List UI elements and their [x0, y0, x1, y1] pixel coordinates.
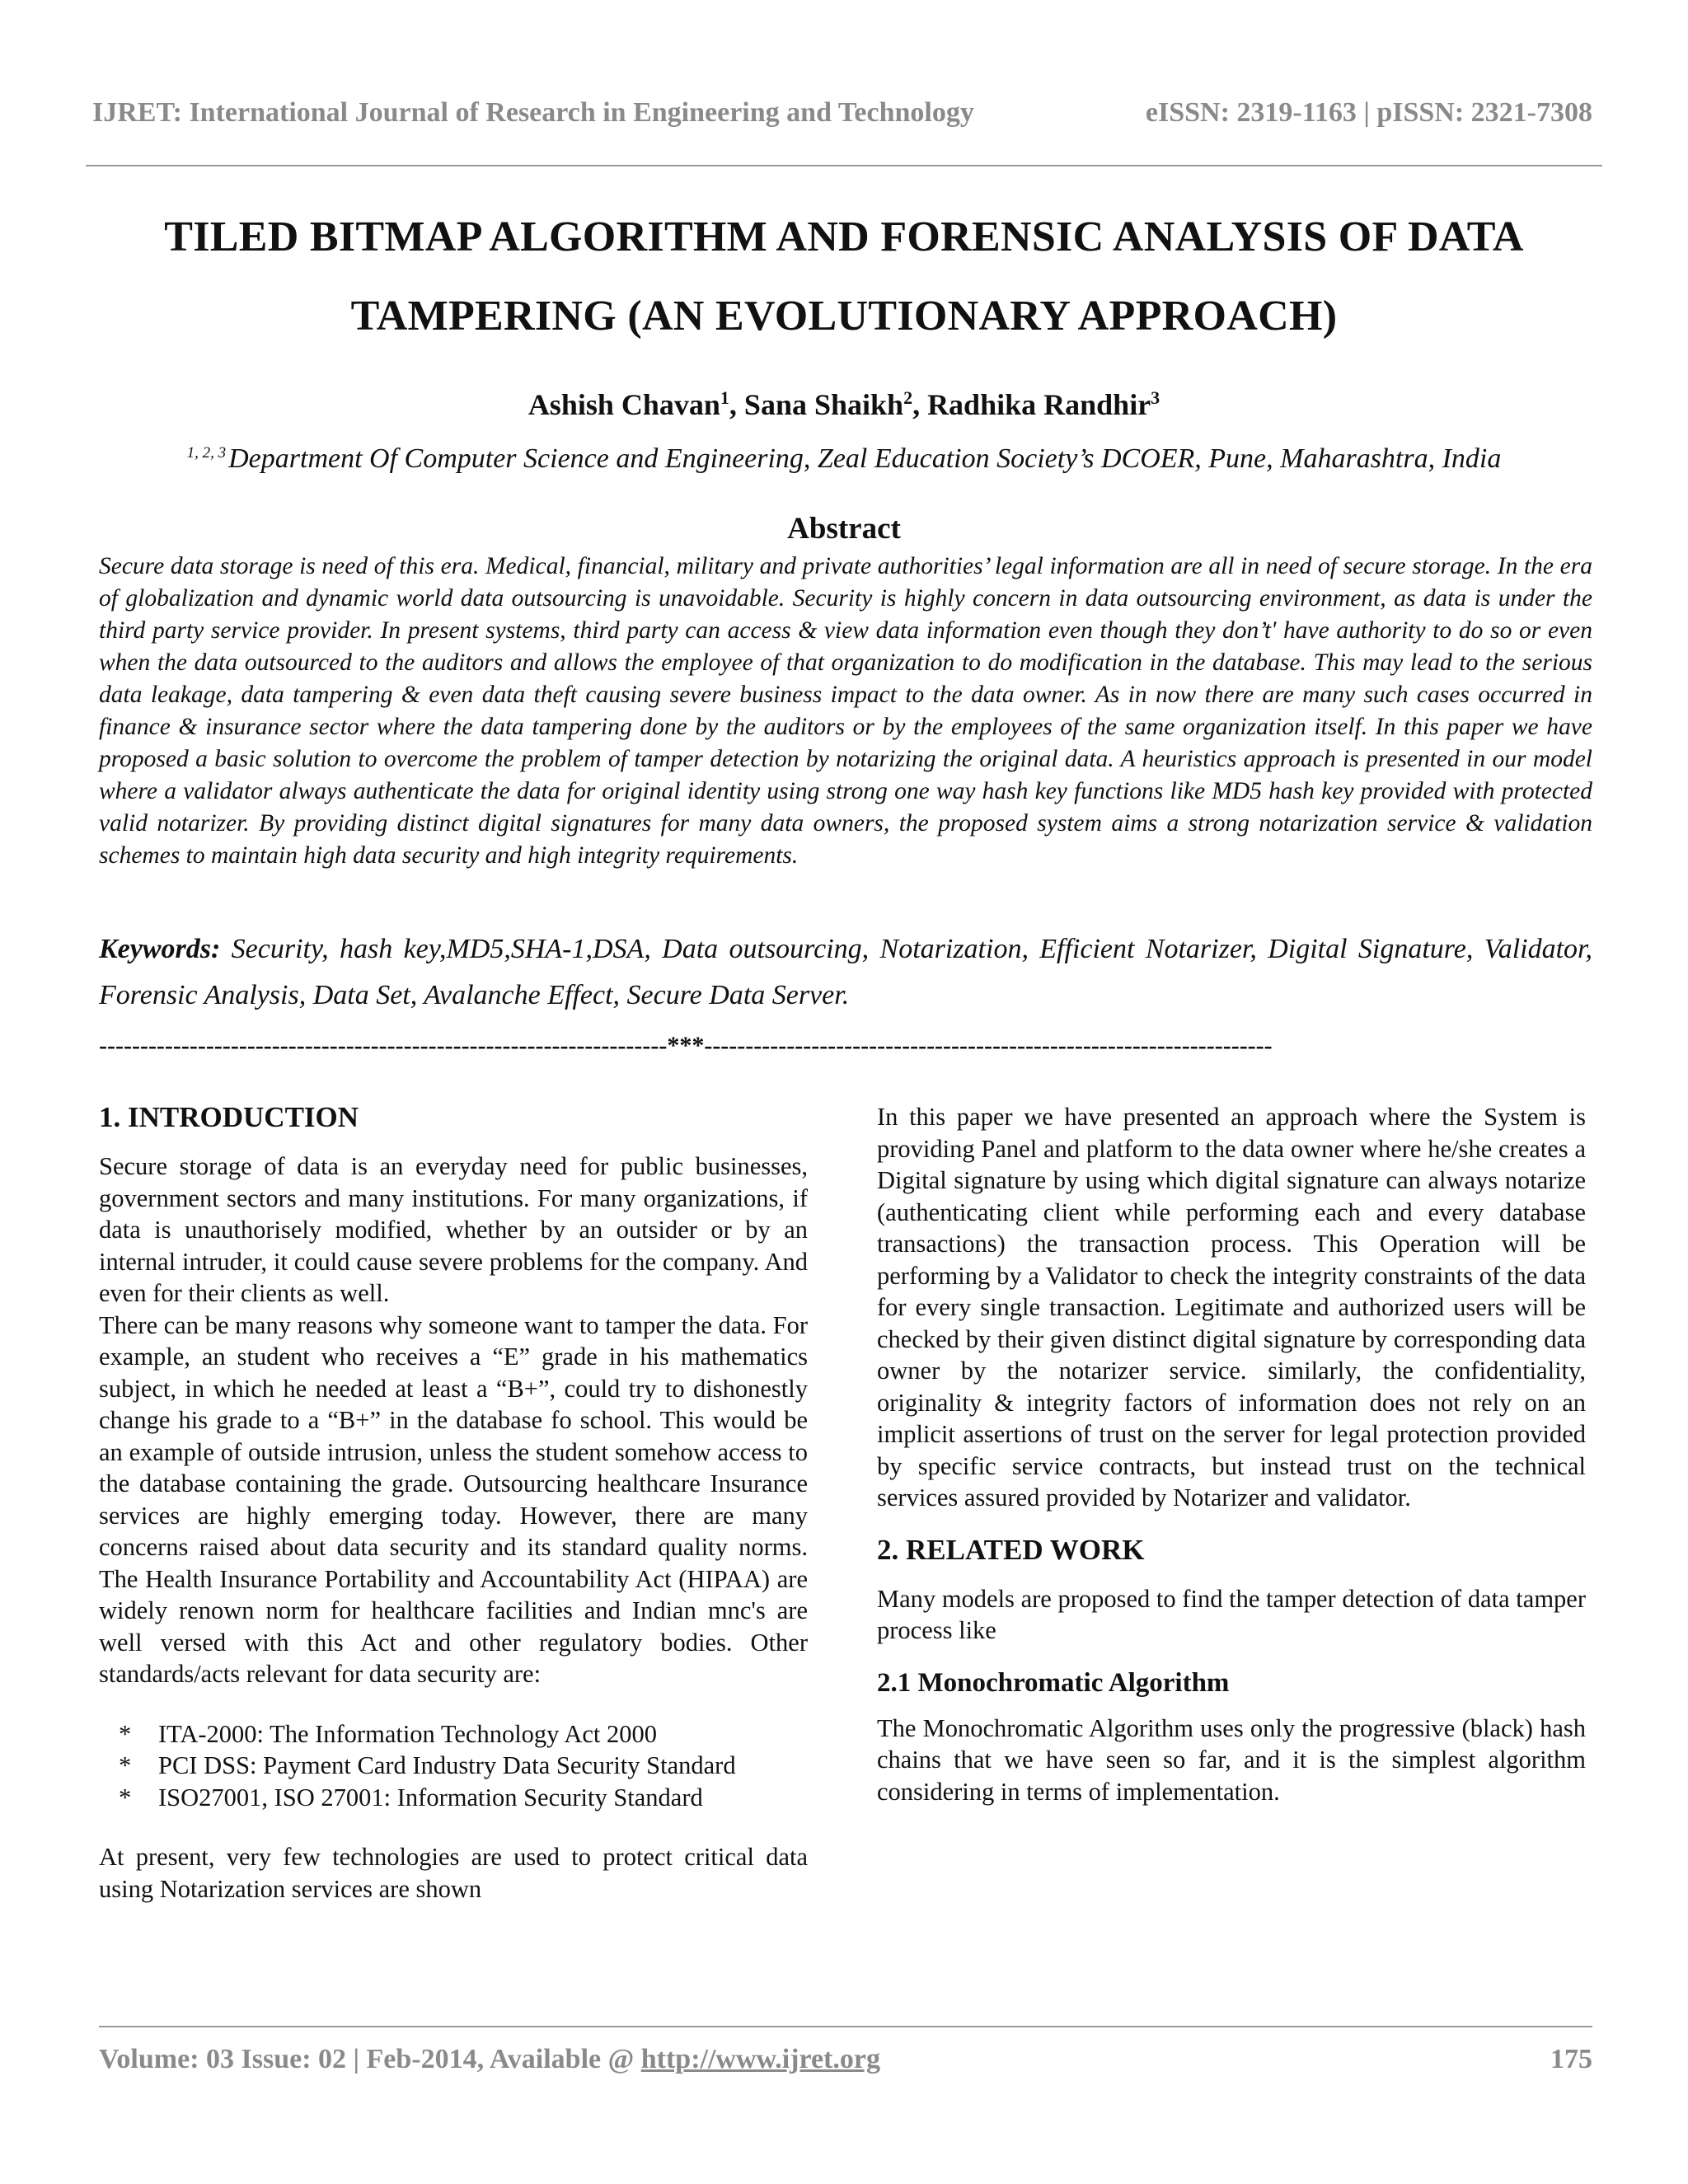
title-line-2: TAMPERING (AN EVOLUTIONARY APPROACH): [350, 293, 1338, 340]
journal-link[interactable]: http://www.ijret.org: [640, 2044, 880, 2074]
author-affil-mark: 3: [1151, 387, 1160, 408]
bullet-mark: *: [119, 1783, 132, 1811]
keywords-text: Security, hash key,MD5,SHA-1,DSA, Data outsourcing, Notarization, Efficient Notarizer, Digital Signature, Validator, Forensic Analysis, Data Set, Avalanche Effect, Secure Data Server.: [99, 934, 1592, 1010]
list-item-text: ISO27001, ISO 27001: Information Security Standard: [158, 1783, 703, 1811]
abstract-text: Secure data storage is need of this era. Medical, financial, military and private authorities’ legal information are all in need of secure storage. In the era of globalization and dynamic world data outsourcing is unavoidable. Security is highly concern in data outsourcing environment, as data is under the third party service provider. In present systems, third party can access & view data information even though they don’t' have authority to do so or even when the data outsourced to the auditors and allows the employee of that organization to do modification in the database. This may lead to the serious data leakage, data tampering & even data theft causing severe business impact to the data owner. As in now there are many such cases occurred in finance & insurance sector where the data tampering done by the auditors or by the employees of the same organization itself. In this paper we have proposed a basic solution to overcome the problem of tamper detection by notarizing the original data. A heuristics approach is presented in our model where a validator always authenticate the data for original identity using strong one way hash key functions like MD5 hash key provided with protected valid notarizer. By providing distinct digital signatures for many data owners, the proposed system aims a strong notarization service & validation schemes to maintain high data security and high integrity requirements.: [99, 553, 1592, 869]
author-name: Radhika Randhir: [927, 388, 1151, 421]
page-number: 175: [1550, 2044, 1592, 2074]
left-column: [99, 1101, 808, 1905]
author-affil-mark: 2: [903, 387, 913, 408]
paper-title: [82, 198, 1606, 356]
section-separator: ---------------------------------------------------------------------***---------------------------------------------------------------------: [99, 1033, 1273, 1058]
affiliation: [0, 443, 1688, 475]
abstract-heading: Abstract: [787, 512, 901, 546]
title-line-1: TILED BITMAP ALGORITHM AND FORENSIC ANALYSIS OF DATA: [164, 213, 1524, 260]
affiliation-text: Department Of Computer Science and Engineering, Zeal Education Society’s DCOER, Pune, Maharashtra, India: [228, 443, 1502, 474]
author-name: Sana Shaikh: [743, 388, 904, 421]
affiliation-marks: 1, 2, 3: [186, 443, 227, 462]
related-work-paragraph: Many models are proposed to find the tamper detection of data tamper process like: [877, 1584, 1586, 1644]
running-header: [92, 97, 1592, 129]
journal-name: IJRET: International Journal of Research in Engineering and Technology: [92, 97, 974, 128]
standards-list: [119, 1718, 808, 1814]
author-separator: ,: [912, 388, 928, 421]
header-rule: [86, 165, 1602, 166]
bullet-mark: *: [119, 1719, 132, 1748]
list-item: [119, 1750, 808, 1782]
monochromatic-paragraph: The Monochromatic Algorithm uses only the progressive (black) hash chains that we have seen so far, and it is the simplest algorithm considering in terms of implementation.: [877, 1713, 1586, 1806]
list-item: [119, 1782, 808, 1814]
author-list: [0, 387, 1688, 422]
keywords-block: [99, 926, 1592, 1019]
related-work-heading: 2. RELATED WORK: [877, 1533, 1145, 1566]
bullet-mark: *: [119, 1751, 132, 1779]
right-column: [877, 1101, 1586, 1807]
monochromatic-heading: 2.1 Monochromatic Algorithm: [877, 1667, 1230, 1698]
list-item-text: PCI DSS: Payment Card Industry Data Security Standard: [158, 1751, 736, 1779]
author-separator: ,: [729, 388, 744, 421]
intro-paragraph-3: At present, very few technologies are used to protect critical data using Notarization services are shown: [99, 1843, 808, 1903]
issn-numbers: eISSN: 2319-1163 | pISSN: 2321-7308: [1145, 97, 1592, 128]
footer-rule: [99, 2026, 1592, 2027]
page-footer: [99, 2044, 1592, 2075]
list-item: [119, 1718, 808, 1750]
intro-paragraph-2: There can be many reasons why someone want to tamper the data. For example, an student who receives a “E” grade in his mathematics subject, in which he needed at least a “B+”, could try to dishonestly change his grade to a “B+” in the database fo school. This would be an example of outside intrusion, unless the student somehow access to the database containing the grade. Outsourcing healthcare Insurance services are highly emerging today. However, there are many concerns raised about data security and its standard quality norms. The Health Insurance Portability and Accountability Act (HIPAA) are widely renown norm for healthcare facilities and Indian mnc's are well versed with this Act and other regulatory bodies. Other standards/acts relevant for data security are:: [99, 1310, 808, 1688]
volume-info: Volume: 03 Issue: 02 | Feb-2014, Available @: [99, 2044, 641, 2074]
intro-paragraph-1: Secure storage of data is an everyday need for public businesses, government sectors and many institutions. For many organizations, if data is unauthorisely modified, whether by an outsider or by an internal intruder, it could cause severe problems for the company. And even for their clients as well.: [99, 1152, 808, 1307]
author-name: Ashish Chavan: [528, 388, 720, 421]
author-affil-mark: 1: [720, 387, 729, 408]
keywords-label: Keywords:: [99, 934, 221, 964]
approach-paragraph: In this paper we have presented an approach where the System is providing Panel and platform to the data owner where he/she creates a Digital signature by using which digital signature can always notarize (authenticating client while performing each and every database transactions) the transaction process. This Operation will be performing by a Validator to check the integrity constraints of the data for every single transaction. Legitimate and authorized users will be checked by their given distinct digital signature by corresponding data owner by the notarizer service. similarly, the confidentiality, originality & integrity factors of information does not rely on an implicit assertions of trust on the server for legal protection provided by specific service contracts, but instead trust on the technical services assured provided by Notarizer and validator.: [877, 1103, 1586, 1511]
list-item-text: ITA-2000: The Information Technology Act 2000: [158, 1719, 658, 1748]
introduction-heading: 1. INTRODUCTION: [99, 1101, 359, 1133]
